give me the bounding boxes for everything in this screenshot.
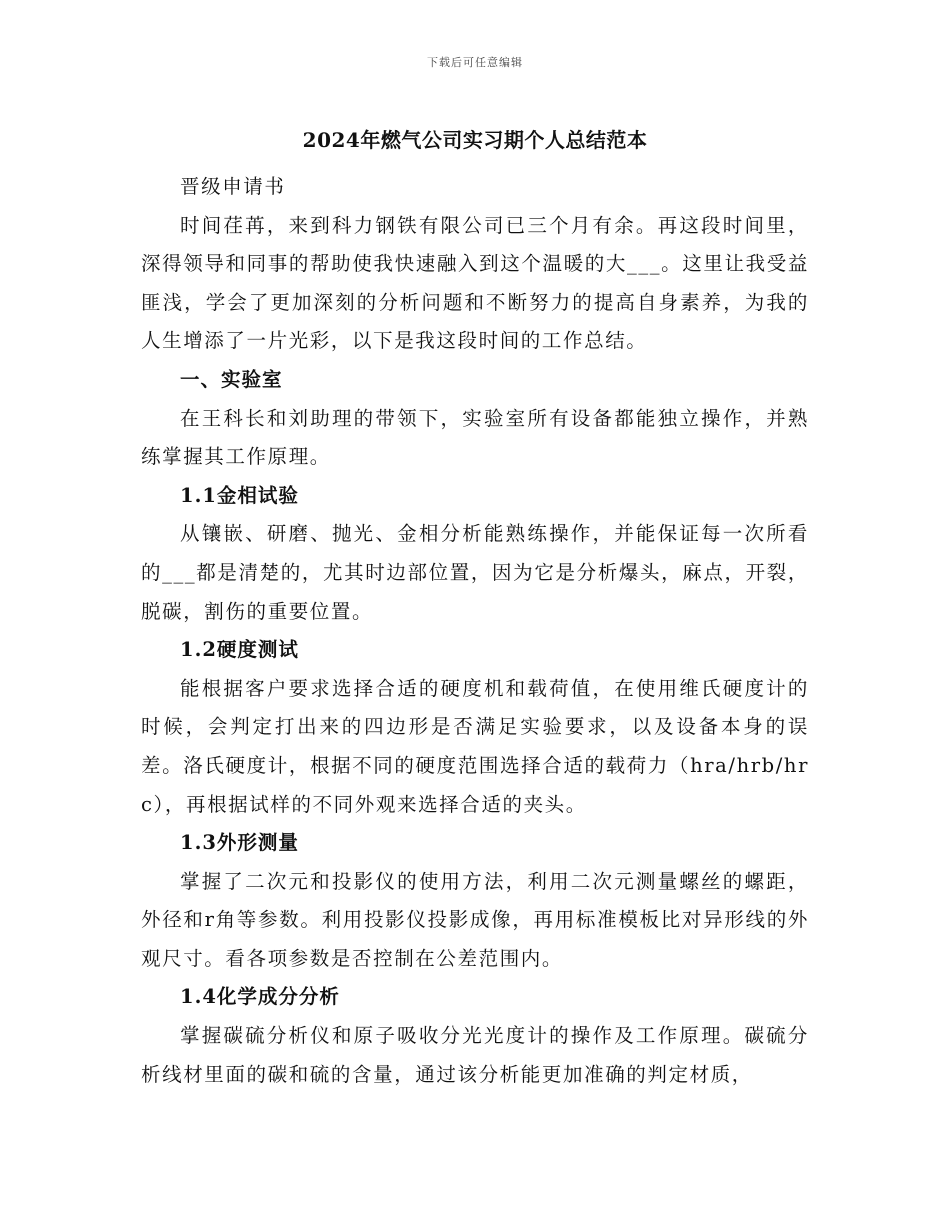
paragraph: 时间荏苒，来到科力钢铁有限公司已三个月有余。再这段时间里，深得领导和同事的帮助使我快速融入到这个温暖的大___。这里让我受益匪浅，学会了更加深刻的分析问题和不断努力的提高自身素养，为我的人生增添了一片光彩，以下是我这段时间的工作总结。	[141, 213, 809, 353]
paragraph: 能根据客户要求选择合适的硬度机和载荷值，在使用维氏硬度计的时候，会判定打出来的四边形是否满足实验要求，以及设备本身的误差。洛氏硬度计，根据不同的硬度范围选择合适的载荷力（hra/hrb/hrc），再根据试样的不同外观来选择合适的夹头。	[141, 676, 809, 816]
document-body	[141, 168, 809, 1094]
paragraph: 从镶嵌、研磨、抛光、金相分析能熟练操作，并能保证每一次所看的___都是清楚的，尤其时边部位置，因为它是分析爆头，麻点，开裂，脱碳，割伤的重要位置。	[141, 522, 809, 623]
paragraph: 掌握了二次元和投影仪的使用方法，利用二次元测量螺丝的螺距，外径和r角等参数。利用投影仪投影成像，再用标准模板比对异形线的外观尺寸。看各项参数是否控制在公差范围内。	[141, 869, 809, 970]
paragraph: 掌握碳硫分析仪和原子吸收分光光度计的操作及工作原理。碳硫分析线材里面的碳和硫的含量，通过该分析能更加准确的判定材质，	[141, 1024, 809, 1086]
paragraph: 晋级申请书	[180, 175, 286, 198]
section-heading: 一、实验室	[180, 367, 283, 391]
document-title: 2024年燃气公司实习期个人总结范本	[302, 128, 648, 152]
section-heading: 1.4化学成分分析	[180, 985, 340, 1009]
section-heading: 1.1金相试验	[180, 483, 299, 507]
section-heading: 1.3外形测量	[180, 831, 299, 855]
paragraph: 在王科长和刘助理的带领下，实验室所有设备都能独立操作，并熟练掌握其工作原理。	[141, 406, 809, 469]
section-heading: 1.2硬度测试	[180, 638, 299, 662]
header-note: 下载后可任意编辑	[427, 56, 523, 69]
